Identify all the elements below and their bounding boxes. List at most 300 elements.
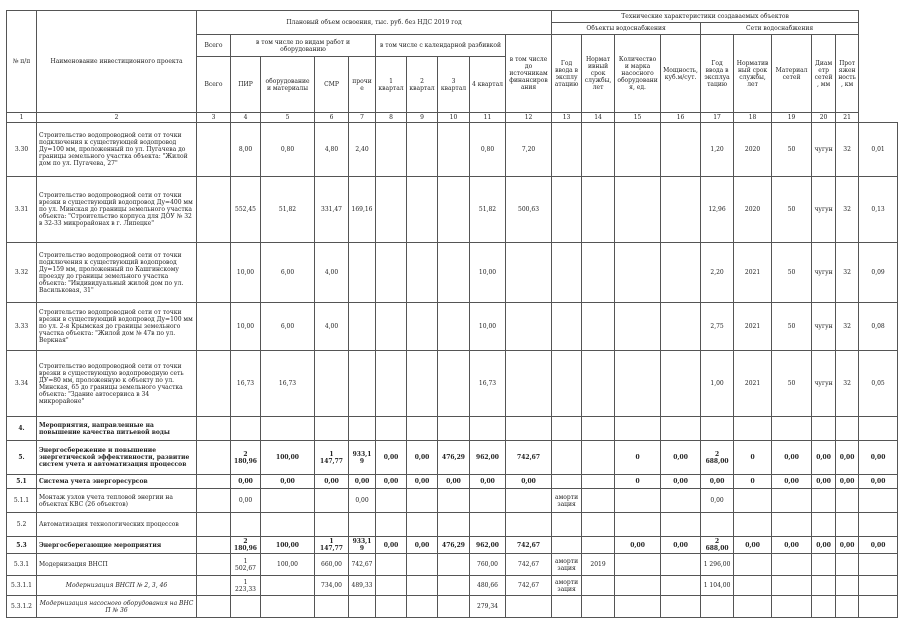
- table-cell: [407, 417, 438, 441]
- table-cell: [315, 596, 349, 618]
- table-cell: [197, 489, 231, 513]
- table-cell: 1 147,77: [315, 441, 349, 475]
- table-cell: [407, 303, 438, 351]
- table-cell: [661, 303, 701, 351]
- header-diameter: Диаметр сетей, мм: [812, 35, 836, 113]
- table-cell: [615, 243, 661, 303]
- column-number: 13: [552, 113, 582, 123]
- table-cell: [552, 123, 582, 177]
- table-cell: 0,80: [470, 123, 506, 177]
- table-cell: 32: [836, 303, 859, 351]
- table-cell: [661, 123, 701, 177]
- table-cell: 0: [734, 441, 772, 475]
- table-cell: [231, 596, 261, 618]
- header-material: Материал сетей: [772, 35, 812, 113]
- row-number: 5.3.1.2: [7, 596, 37, 618]
- table-cell: 2020: [734, 177, 772, 243]
- table-cell: 0,00: [376, 475, 407, 489]
- column-number: 8: [376, 113, 407, 123]
- table-cell: 0,00: [836, 475, 859, 489]
- table-cell: [552, 303, 582, 351]
- table-row: [7, 489, 898, 513]
- table-cell: [349, 351, 376, 417]
- table-cell: 6,00: [261, 303, 315, 351]
- table-cell: [438, 177, 470, 243]
- table-cell: [661, 489, 701, 513]
- column-number: 4: [231, 113, 261, 123]
- column-number: 14: [582, 113, 615, 123]
- table-cell: чугун: [812, 351, 836, 417]
- table-cell: [407, 513, 438, 537]
- table-cell: 0,13: [859, 177, 898, 243]
- table-cell: [734, 576, 772, 596]
- table-cell: [552, 417, 582, 441]
- document-page: [6, 10, 898, 618]
- row-number: 3.34: [7, 351, 37, 417]
- row-number: 5.: [7, 441, 37, 475]
- table-cell: 169,16: [349, 177, 376, 243]
- project-name: Монтаж узлов учета тепловой энергии на объектах КВС (26 объектов): [37, 489, 197, 513]
- table-cell: 10,00: [470, 243, 506, 303]
- table-cell: 2 180,96: [231, 441, 261, 475]
- table-row: [7, 513, 898, 537]
- table-cell: 51,82: [470, 177, 506, 243]
- table-cell: [812, 554, 836, 576]
- column-number: 3: [197, 113, 231, 123]
- table-cell: 331,47: [315, 177, 349, 243]
- table-cell: [734, 489, 772, 513]
- table-cell: [349, 417, 376, 441]
- project-name: Строительство водопроводной сети от точки врезки в существующую водопроводную сеть ДУ=80 мм, проложенную к объекту по ул. Минская, 65 до границы земельного участка объекта: "Здание автосервиса в 34 микрорайоне": [37, 351, 197, 417]
- table-cell: 0,00: [438, 475, 470, 489]
- table-cell: 760,00: [470, 554, 506, 576]
- table-cell: [438, 576, 470, 596]
- table-cell: [661, 513, 701, 537]
- table-cell: 0,08: [859, 303, 898, 351]
- header-capacity: Мощность, куб.м/сут.: [661, 35, 701, 113]
- table-cell: [836, 417, 859, 441]
- header-name: Наименование инвестиционного проекта: [37, 11, 197, 113]
- project-name: Система учета энергоресурсов: [37, 475, 197, 489]
- table-cell: 0,00: [315, 475, 349, 489]
- table-cell: 0,00: [349, 489, 376, 513]
- header-norm-life2: Нормативный срок службы, лет: [734, 35, 772, 113]
- table-row: [7, 417, 898, 441]
- table-cell: [772, 417, 812, 441]
- table-cell: 742,67: [506, 441, 552, 475]
- table-cell: [812, 513, 836, 537]
- table-cell: [506, 513, 552, 537]
- table-cell: 0,00: [661, 537, 701, 554]
- table-cell: [836, 489, 859, 513]
- table-cell: [506, 489, 552, 513]
- header-incl-sources: в том числе до источникам финансирования: [506, 35, 552, 113]
- row-number: 3.30: [7, 123, 37, 177]
- row-number: 5.3: [7, 537, 37, 554]
- table-cell: [582, 489, 615, 513]
- table-cell: 0,00: [734, 537, 772, 554]
- table-row: [7, 303, 898, 351]
- table-cell: [407, 351, 438, 417]
- header-num: № п/п: [7, 11, 37, 113]
- column-number: 20: [812, 113, 836, 123]
- table-cell: [615, 177, 661, 243]
- header-vsego: Всего: [197, 35, 231, 57]
- header-length: Протяженность, км: [836, 35, 859, 113]
- table-cell: 0,00: [836, 537, 859, 554]
- table-cell: 2019: [582, 554, 615, 576]
- table-cell: [376, 177, 407, 243]
- table-cell: 10,00: [231, 243, 261, 303]
- table-cell: [376, 513, 407, 537]
- table-cell: [197, 243, 231, 303]
- column-number: 15: [615, 113, 661, 123]
- column-number: 7: [349, 113, 376, 123]
- table-cell: 50: [772, 303, 812, 351]
- table-cell: 1 147,77: [315, 537, 349, 554]
- project-name: Модернизация насосного оборудования на ВНС П № 36: [37, 596, 197, 618]
- table-cell: 32: [836, 351, 859, 417]
- investment-table: [6, 10, 898, 618]
- table-cell: [315, 351, 349, 417]
- table-cell: 6,00: [261, 243, 315, 303]
- row-number: 4.: [7, 417, 37, 441]
- table-cell: 489,33: [349, 576, 376, 596]
- table-cell: 962,00: [470, 537, 506, 554]
- table-cell: [615, 417, 661, 441]
- table-cell: 962,00: [470, 441, 506, 475]
- table-cell: [470, 489, 506, 513]
- table-cell: [376, 123, 407, 177]
- table-cell: [812, 417, 836, 441]
- table-cell: [615, 554, 661, 576]
- table-cell: 480,66: [470, 576, 506, 596]
- table-cell: [376, 303, 407, 351]
- table-cell: [197, 441, 231, 475]
- header-water-networks: Сети водоснабжения: [701, 23, 859, 35]
- table-cell: [261, 489, 315, 513]
- table-cell: [315, 489, 349, 513]
- header-smr: СМР: [315, 57, 349, 113]
- table-cell: 0,00: [701, 475, 734, 489]
- table-cell: 0: [615, 475, 661, 489]
- table-cell: [349, 596, 376, 618]
- table-cell: [661, 177, 701, 243]
- table-cell: [438, 351, 470, 417]
- table-cell: 50: [772, 243, 812, 303]
- table-cell: 660,00: [315, 554, 349, 576]
- table-row: [7, 475, 898, 489]
- header-year-commission: Год ввода в эксплуатацию: [552, 35, 582, 113]
- table-cell: [506, 351, 552, 417]
- table-cell: 2,75: [701, 303, 734, 351]
- row-number: 3.31: [7, 177, 37, 243]
- table-cell: [197, 177, 231, 243]
- table-cell: [661, 554, 701, 576]
- table-cell: [836, 576, 859, 596]
- table-cell: [376, 417, 407, 441]
- table-cell: 0,00: [506, 475, 552, 489]
- table-cell: [734, 417, 772, 441]
- table-cell: [582, 576, 615, 596]
- table-cell: 2020: [734, 123, 772, 177]
- table-cell: [859, 596, 898, 618]
- table-cell: 0: [734, 475, 772, 489]
- table-cell: 0: [615, 441, 661, 475]
- row-number: 5.1.1: [7, 489, 37, 513]
- table-cell: 0,00: [701, 489, 734, 513]
- table-row: [7, 554, 898, 576]
- column-number: 16: [661, 113, 701, 123]
- column-number: 9: [407, 113, 438, 123]
- table-cell: [701, 417, 734, 441]
- table-row: [7, 177, 898, 243]
- header-tech-title: Технические характеристики создаваемых объектов: [552, 11, 859, 23]
- project-name: Модернизация ВНСП: [37, 554, 197, 576]
- table-cell: 0,00: [812, 475, 836, 489]
- table-cell: [197, 475, 231, 489]
- table-cell: [615, 351, 661, 417]
- table-cell: [582, 596, 615, 618]
- table-cell: [349, 303, 376, 351]
- table-cell: [197, 303, 231, 351]
- table-cell: [197, 123, 231, 177]
- table-cell: 0,00: [661, 475, 701, 489]
- table-cell: [812, 576, 836, 596]
- table-cell: 0,00: [812, 537, 836, 554]
- table-row: [7, 243, 898, 303]
- row-number: 5.2: [7, 513, 37, 537]
- table-cell: [438, 554, 470, 576]
- header-water-objects: Объекты водоснабжения: [552, 23, 701, 35]
- header-q4: 4 квартал: [470, 57, 506, 113]
- project-name: Мероприятия, направленные на повышение качества питьевой воды: [37, 417, 197, 441]
- table-cell: 16,73: [231, 351, 261, 417]
- table-cell: 16,73: [261, 351, 315, 417]
- table-cell: [197, 351, 231, 417]
- project-name: Строительство водопроводной сети от точки врезки в существующий водопровод Ду=400 мм по ул. Минская до границы земельного участка объекта: "Строительство корпуса для ДОУ № 32 в 32-33 микрорайонах в г. Липецке": [37, 177, 197, 243]
- table-cell: [661, 417, 701, 441]
- table-cell: [661, 243, 701, 303]
- header-count-units: Количество и марка насосного оборудования, ед.: [615, 35, 661, 113]
- table-cell: 1 223,33: [231, 576, 261, 596]
- table-cell: [772, 596, 812, 618]
- table-cell: 1 296,00: [701, 554, 734, 576]
- table-cell: 933,19: [349, 441, 376, 475]
- table-cell: [438, 243, 470, 303]
- table-cell: [261, 417, 315, 441]
- header-q3: 3 квартал: [438, 57, 470, 113]
- header-by-work-type: в том числе по видам работ и оборудованию: [231, 35, 376, 57]
- header-plan-title: Плановый объем освоения, тыс. руб. без НДС 2019 год: [197, 11, 552, 35]
- project-name: Строительство водопроводной сети от точки врезки в существующий водопровод Ду=100 мм по ул. 2-я Крымская до границы земельного участка объекта: "Жилой дом № 47в по ул. Веркная": [37, 303, 197, 351]
- table-cell: [582, 513, 615, 537]
- table-cell: 0,00: [661, 441, 701, 475]
- table-cell: [772, 576, 812, 596]
- table-cell: [470, 513, 506, 537]
- table-cell: [407, 489, 438, 513]
- table-cell: [734, 596, 772, 618]
- column-number: 11: [470, 113, 506, 123]
- column-number: 12: [506, 113, 552, 123]
- table-cell: [376, 576, 407, 596]
- table-cell: [231, 417, 261, 441]
- header-pir: ПИР: [231, 57, 261, 113]
- table-cell: [376, 243, 407, 303]
- table-cell: [197, 596, 231, 618]
- column-number: 17: [701, 113, 734, 123]
- table-cell: 476,29: [438, 441, 470, 475]
- row-number: 3.33: [7, 303, 37, 351]
- table-cell: [772, 513, 812, 537]
- table-cell: 279,34: [470, 596, 506, 618]
- table-cell: [506, 303, 552, 351]
- table-cell: чугун: [812, 123, 836, 177]
- table-row: [7, 537, 898, 554]
- table-row: [7, 576, 898, 596]
- table-cell: [772, 554, 812, 576]
- table-cell: [407, 554, 438, 576]
- table-cell: [836, 596, 859, 618]
- table-row: [7, 441, 898, 475]
- table-cell: [438, 489, 470, 513]
- table-cell: [615, 303, 661, 351]
- table-cell: 0,80: [261, 123, 315, 177]
- table-cell: 0,00: [376, 441, 407, 475]
- table-cell: 0,00: [407, 537, 438, 554]
- table-cell: [506, 243, 552, 303]
- column-number: 6: [315, 113, 349, 123]
- table-cell: 933,19: [349, 537, 376, 554]
- table-cell: [859, 576, 898, 596]
- table-cell: [836, 513, 859, 537]
- table-cell: [615, 596, 661, 618]
- table-cell: [836, 554, 859, 576]
- table-cell: [582, 243, 615, 303]
- table-cell: [859, 417, 898, 441]
- table-cell: [376, 596, 407, 618]
- project-name: Энергосберегающие мероприятия: [37, 537, 197, 554]
- table-cell: 32: [836, 243, 859, 303]
- table-cell: [261, 576, 315, 596]
- table-cell: [615, 513, 661, 537]
- table-cell: 742,67: [506, 576, 552, 596]
- table-cell: [734, 513, 772, 537]
- table-cell: [470, 417, 506, 441]
- header-equipment: оборудование и материалы: [261, 57, 315, 113]
- header-norm-life: Нормативный срок службы, лет: [582, 35, 615, 113]
- table-cell: 0,01: [859, 123, 898, 177]
- table-cell: 0,05: [859, 351, 898, 417]
- table-cell: 100,00: [261, 441, 315, 475]
- table-cell: [438, 596, 470, 618]
- table-cell: 2021: [734, 243, 772, 303]
- table-cell: 742,67: [506, 554, 552, 576]
- table-cell: [701, 513, 734, 537]
- table-cell: 1,00: [701, 351, 734, 417]
- table-cell: чугун: [812, 243, 836, 303]
- table-cell: 0,00: [772, 537, 812, 554]
- header-by-quarter: в том числе с календарной разбивкой: [376, 35, 506, 57]
- table-cell: 2 180,96: [231, 537, 261, 554]
- table-cell: 500,63: [506, 177, 552, 243]
- table-cell: [859, 554, 898, 576]
- table-cell: 742,67: [349, 554, 376, 576]
- table-cell: [376, 554, 407, 576]
- table-cell: [859, 489, 898, 513]
- header-vsego-sub: Всего: [197, 57, 231, 113]
- table-cell: 0,00: [407, 475, 438, 489]
- table-cell: [231, 513, 261, 537]
- column-number: 10: [438, 113, 470, 123]
- table-cell: [552, 537, 582, 554]
- table-cell: 1,20: [701, 123, 734, 177]
- table-cell: 100,00: [261, 537, 315, 554]
- table-cell: 7,20: [506, 123, 552, 177]
- table-cell: чугун: [812, 177, 836, 243]
- table-cell: [261, 596, 315, 618]
- header-q1: 1 квартал: [376, 57, 407, 113]
- header-year-commission2: Год ввода в эксплуатацию: [701, 35, 734, 113]
- table-cell: 552,45: [231, 177, 261, 243]
- table-cell: [812, 489, 836, 513]
- table-cell: 0,00: [231, 489, 261, 513]
- table-cell: 10,00: [231, 303, 261, 351]
- table-cell: [438, 513, 470, 537]
- table-cell: [407, 596, 438, 618]
- table-cell: [552, 243, 582, 303]
- table-cell: [615, 576, 661, 596]
- table-cell: амортизация: [552, 554, 582, 576]
- table-cell: 0,00: [615, 537, 661, 554]
- table-cell: 742,67: [506, 537, 552, 554]
- table-cell: [582, 123, 615, 177]
- table-cell: 16,73: [470, 351, 506, 417]
- table-cell: [582, 417, 615, 441]
- table-cell: 0,00: [376, 537, 407, 554]
- row-number: 3.32: [7, 243, 37, 303]
- table-cell: [615, 123, 661, 177]
- table-cell: [197, 554, 231, 576]
- table-cell: [552, 513, 582, 537]
- table-row: [7, 123, 898, 177]
- table-cell: [812, 596, 836, 618]
- row-number: 5.1: [7, 475, 37, 489]
- table-cell: [438, 123, 470, 177]
- table-cell: 50: [772, 351, 812, 417]
- header-q2: 2 квартал: [407, 57, 438, 113]
- table-cell: [197, 513, 231, 537]
- table-cell: 0,00: [859, 537, 898, 554]
- table-cell: 734,00: [315, 576, 349, 596]
- table-cell: [661, 351, 701, 417]
- table-cell: [701, 596, 734, 618]
- table-cell: [197, 576, 231, 596]
- table-cell: 4,80: [315, 123, 349, 177]
- table-cell: [582, 441, 615, 475]
- table-cell: 0,00: [470, 475, 506, 489]
- table-cell: 1 502,67: [231, 554, 261, 576]
- table-cell: [506, 596, 552, 618]
- row-number: 5.3.1.1: [7, 576, 37, 596]
- table-cell: 4,00: [315, 303, 349, 351]
- table-cell: 0,00: [812, 441, 836, 475]
- table-cell: [582, 351, 615, 417]
- table-cell: 0,00: [836, 441, 859, 475]
- table-cell: 10,00: [470, 303, 506, 351]
- table-cell: [506, 417, 552, 441]
- table-cell: [349, 513, 376, 537]
